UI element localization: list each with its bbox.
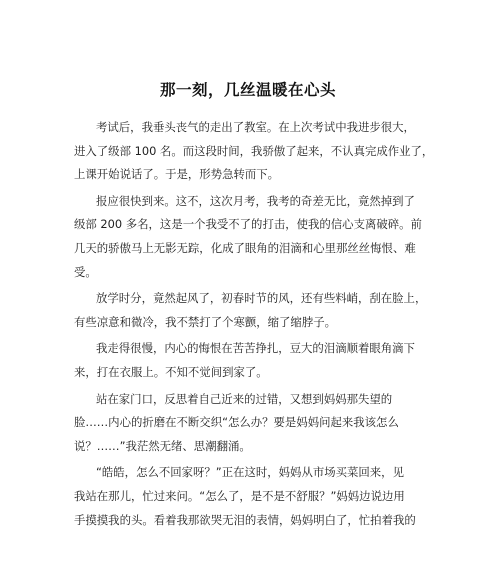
paragraph-3 xyxy=(74,287,426,334)
text-line: 考试后，我垂头丧气的走出了教室。在上次考试中我进步很大， xyxy=(96,120,415,134)
text-line: 进入了级部 100 名。而这段时间，我骄傲了起来，不认真完成作业了， xyxy=(74,143,434,158)
text-line: 几天的骄傲马上无影无踪，化成了眼角的泪滴和心里那丝丝悔恨、难 xyxy=(74,240,416,255)
text-line: 报应很快到来。这不，这次月考，我考的奇差无比，竟然掉到了 xyxy=(96,193,415,208)
text-line: 级部 200 多名，这是一个我受不了的打击，使我的信心支离破碎。前 xyxy=(74,217,422,232)
paragraph-6 xyxy=(74,461,426,532)
text-line: 站在家门口，反思着自己近来的过错，又想到妈妈那失望的 xyxy=(96,391,393,406)
essay-body xyxy=(74,116,434,535)
text-line: 脸……内心的折磨在不断交织“怎么办？要是妈妈问起来我该怎么 xyxy=(74,415,399,430)
text-line: 说？……”我茫然无绪、思潮翻涌。 xyxy=(74,438,251,453)
text-line: 放学时分，竟然起风了，初春时节的风，还有些料峭，刮在脸上， xyxy=(96,291,427,306)
text-line: 手摸摸我的头。看着我那欲哭无泪的表情，妈妈明白了，忙拍着我的 xyxy=(74,512,416,527)
paragraph-1 xyxy=(74,116,434,187)
text-line: 有些凉意和微冷，我不禁打了个寒颤，缩了缩脖子。 xyxy=(74,314,336,329)
text-line: 我走得很慢，内心的悔恨在苦苦挣扎，豆大的泪滴顺着眼角滴下 xyxy=(96,341,415,356)
text-line: “皓皓，怎么不回家呀？”正在这时，妈妈从市场买菜回来，见 xyxy=(96,465,404,480)
essay-title: 那一刻，几丝温暖在心头 xyxy=(159,81,336,99)
paragraph-4 xyxy=(74,337,426,384)
text-line: 受。 xyxy=(74,264,97,279)
text-line: 我站在那儿，忙过来问。“怎么了，是不是不舒服？”妈妈边说边用 xyxy=(74,488,405,503)
paragraph-5 xyxy=(74,388,426,459)
paragraph-2 xyxy=(74,190,426,284)
text-line: 来，打在衣服上。不知不觉间到家了。 xyxy=(74,364,268,379)
text-line: 上课开始说话了。于是，形势急转而下。 xyxy=(74,167,280,182)
